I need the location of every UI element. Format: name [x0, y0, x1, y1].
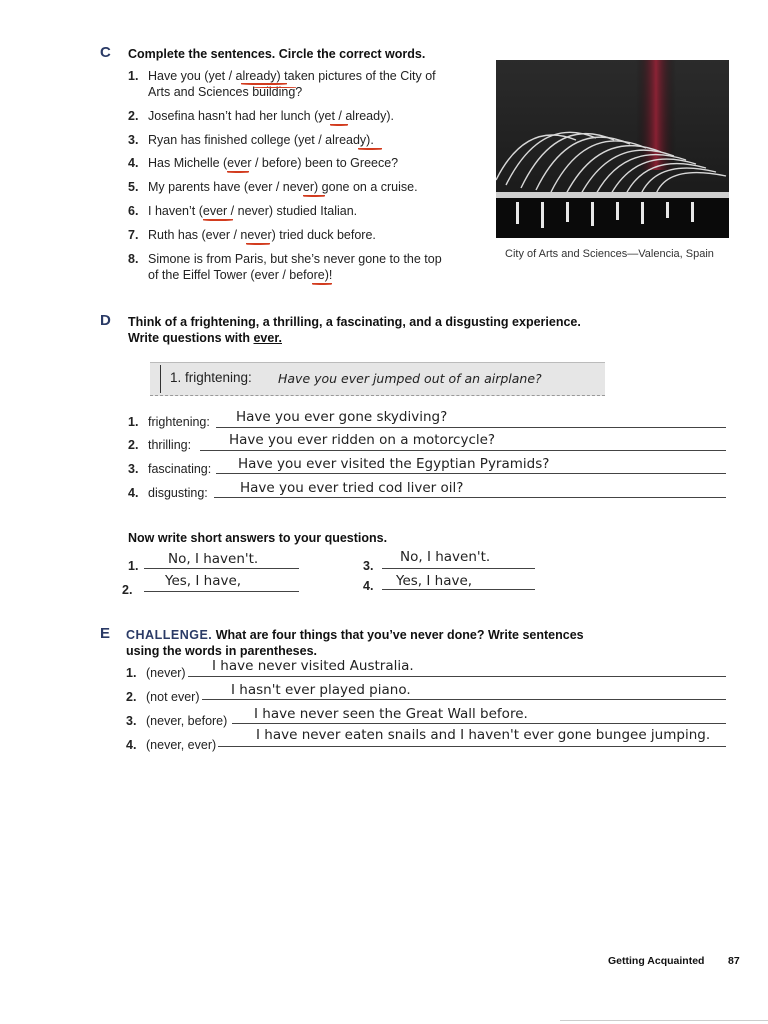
item-label: frightening:: [148, 415, 210, 429]
item-label: (not ever): [146, 690, 200, 704]
list-item: [128, 132, 374, 148]
question-row: [128, 485, 208, 501]
short-answer-text: Yes, I have,: [165, 573, 242, 589]
short-answers-heading: Now write short answers to your questions.: [128, 531, 388, 545]
short-answer-text: No, I haven't.: [168, 551, 259, 567]
answer-mark: [330, 124, 348, 126]
building-illustration: [496, 60, 729, 238]
item-text: Have you (yet / already) taken pictures of the City of: [148, 69, 436, 83]
answer-line: [216, 473, 726, 474]
section-c-letter: C: [100, 44, 111, 61]
city-of-arts-photo: [496, 60, 729, 238]
section-c-heading: Complete the sentences. Circle the correct words.: [128, 47, 426, 61]
item-number: 2.: [128, 438, 139, 452]
item-label: (never): [146, 666, 186, 680]
section-e-heading-line2: using the words in parentheses.: [126, 644, 318, 658]
short-answer-number: 3.: [363, 559, 374, 573]
answer-mark: [303, 195, 325, 197]
item-text: Simone is from Paris, but she’s never gone to the top: [148, 252, 442, 266]
section-e-heading-line1: [126, 627, 584, 643]
item-text: Ryan has finished college (yet / already).: [148, 133, 374, 147]
item-number: 4.: [128, 486, 139, 500]
challenge-row: [126, 665, 186, 681]
list-item: [128, 68, 436, 84]
answer-line: [218, 746, 726, 747]
section-d-heading-line2: [128, 330, 282, 346]
example-label: 1. frightening:: [170, 370, 252, 385]
item-text: I haven’t (ever / never) studied Italian.: [148, 204, 358, 218]
answer-text: Have you ever tried cod liver oil?: [240, 480, 464, 496]
short-answer-number: 1.: [128, 559, 139, 573]
answer-line: [214, 497, 726, 498]
answer-mark: [358, 148, 382, 150]
list-item: [128, 203, 357, 219]
list-item: [128, 155, 398, 171]
item-number: 2.: [128, 109, 139, 123]
section-d-heading-line1: Think of a frightening, a thrilling, a fascinating, and a disgusting experience.: [128, 315, 581, 329]
item-label: disgusting:: [148, 486, 208, 500]
item-number: 6.: [128, 204, 139, 218]
answer-mark: [312, 283, 332, 285]
challenge-row: [126, 737, 216, 753]
heading-text: What are four things that you’ve never done? Write sentences: [212, 628, 584, 642]
item-number: 3.: [128, 462, 139, 476]
short-answer-number: 4.: [363, 579, 374, 593]
heading-text: Write questions with: [128, 331, 254, 345]
item-label: (never, ever): [146, 738, 217, 752]
answer-mark: [241, 83, 287, 85]
challenge-row: [126, 713, 227, 729]
answer-line: [144, 568, 299, 569]
item-label: fascinating:: [148, 462, 212, 476]
short-answer-text: No, I haven't.: [400, 549, 491, 565]
answer-text: Have you ever ridden on a motorcycle?: [229, 432, 496, 448]
section-d-letter: D: [100, 312, 111, 329]
item-number: 3.: [128, 133, 139, 147]
item-number: 8.: [128, 252, 139, 266]
answer-line: [188, 676, 726, 677]
question-row: [128, 414, 210, 430]
item-number: 5.: [128, 180, 139, 194]
list-item: [128, 227, 376, 243]
answer-text: I have never eaten snails and I haven't ever gone bungee jumping.: [256, 727, 711, 743]
answer-line: [144, 591, 299, 592]
answer-line: [382, 568, 535, 569]
item-label: thrilling:: [148, 438, 192, 452]
question-row: [128, 461, 211, 477]
answer-line: [232, 723, 726, 724]
answer-mark: [203, 219, 233, 221]
item-number: 2.: [126, 690, 137, 704]
item-number: 1.: [126, 666, 137, 680]
answer-text: Have you ever visited the Egyptian Pyramids?: [238, 456, 550, 472]
answer-line: [216, 427, 726, 428]
challenge-row: [126, 689, 200, 705]
page-number: 87: [728, 955, 740, 967]
item-text: Josefina hasn’t had her lunch (yet / already).: [148, 109, 394, 123]
item-text: My parents have (ever / never) gone on a cruise.: [148, 180, 418, 194]
answer-line: [200, 450, 726, 451]
list-item: [128, 179, 418, 195]
answer-line: [202, 699, 726, 700]
example-box: [150, 362, 605, 396]
photo-caption: City of Arts and Sciences—Valencia, Spain: [505, 248, 714, 260]
list-item-continuation: Arts and Sciences building?: [148, 85, 303, 99]
item-number: 1.: [128, 415, 139, 429]
footer-unit-title: Getting Acquainted: [608, 955, 705, 967]
item-text: Ruth has (ever / never) tried duck before.: [148, 228, 376, 242]
list-item: [128, 108, 394, 124]
heading-underlined-word: ever.: [253, 331, 282, 345]
item-number: 7.: [128, 228, 139, 242]
item-number: 4.: [126, 738, 137, 752]
item-label: (never, before): [146, 714, 228, 728]
page-edge-line: [560, 1020, 768, 1021]
item-number: 1.: [128, 69, 139, 83]
example-answer: Have you ever jumped out of an airplane?: [278, 371, 542, 386]
answer-text: I hasn't ever played piano.: [231, 682, 411, 698]
answer-text: I have never seen the Great Wall before.: [254, 706, 528, 722]
section-e-letter: E: [100, 625, 111, 642]
question-row: [128, 437, 191, 453]
list-item-continuation: of the Eiffel Tower (ever / before)!: [148, 268, 333, 282]
item-text: Has Michelle (ever / before) been to Greece?: [148, 156, 399, 170]
challenge-label: CHALLENGE.: [126, 628, 213, 642]
answer-mark: [246, 243, 270, 245]
answer-line: [382, 589, 535, 590]
answer-text: Have you ever gone skydiving?: [236, 409, 448, 425]
short-answer-text: Yes, I have,: [396, 573, 473, 589]
item-number: 4.: [128, 156, 139, 170]
short-answer-number: 2.: [122, 583, 133, 597]
answer-mark: [227, 171, 249, 173]
answer-text: I have never visited Australia.: [212, 658, 414, 674]
example-bar: [160, 365, 161, 393]
list-item: [128, 251, 442, 267]
item-number: 3.: [126, 714, 137, 728]
